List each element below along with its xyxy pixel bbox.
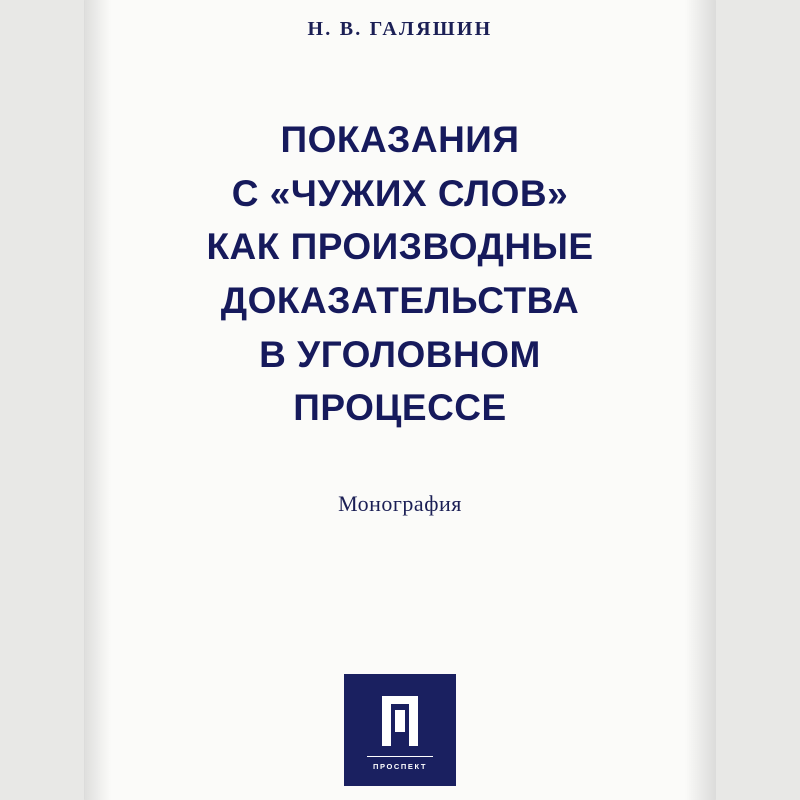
glyph-center-notch	[395, 710, 405, 732]
title-line-4: ДОКАЗАТЕЛЬСТВА	[220, 279, 580, 321]
glyph-left-bar	[382, 700, 391, 746]
doorway-logo-icon	[344, 674, 456, 752]
publisher-logo	[344, 674, 456, 786]
title-line-1: ПОКАЗАНИЯ	[280, 119, 520, 160]
glyph-right-bar	[409, 700, 418, 746]
logo-divider	[367, 756, 433, 757]
cover-content	[85, 0, 715, 800]
book-cover	[85, 0, 715, 800]
title-line-2: С «ЧУЖИХ СЛОВ»	[231, 172, 569, 214]
title-line-5: В УГОЛОВНОМ	[259, 333, 541, 375]
title-line-3: КАК ПРОИЗВОДНЫЕ	[206, 226, 594, 268]
publisher-name: ПРОСПЕКТ	[372, 762, 428, 771]
book-title	[110, 113, 690, 435]
book-subtitle: Монография	[338, 490, 462, 516]
author-name: Н. В. ГАЛЯШИН	[307, 18, 493, 40]
title-line-6: ПРОЦЕССЕ	[293, 387, 507, 429]
doorway-glyph	[378, 696, 422, 746]
